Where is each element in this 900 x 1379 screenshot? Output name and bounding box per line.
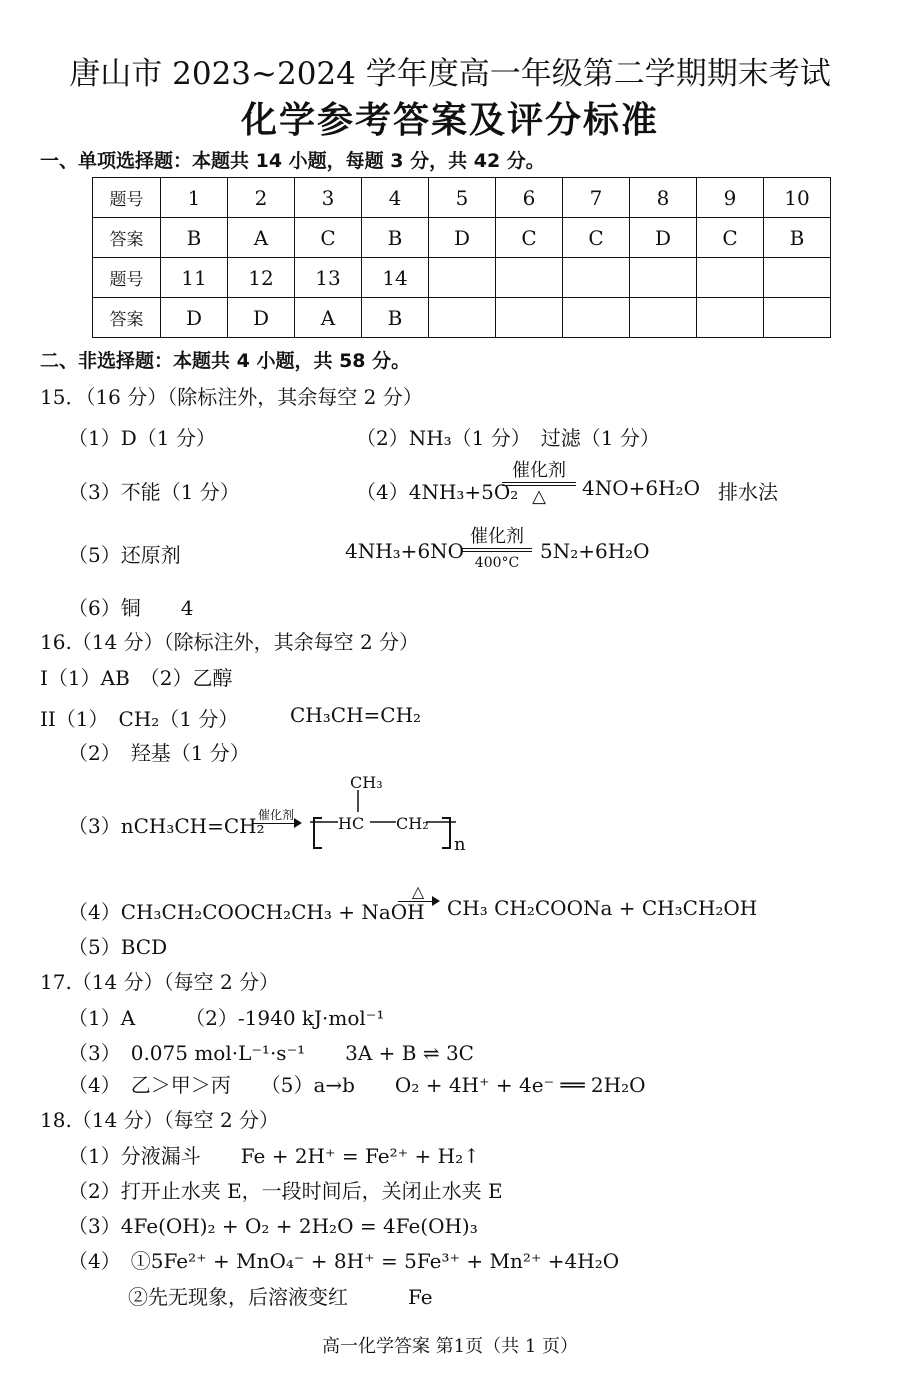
table-cell-label: 答案 bbox=[93, 218, 161, 258]
q16-part-ii-2: （2） 羟基（1 分） bbox=[68, 741, 250, 765]
table-cell-number: 3 bbox=[295, 178, 362, 218]
table-cell-answer: A bbox=[228, 218, 295, 258]
q15-answer-6: （6）铜 4 bbox=[68, 596, 194, 620]
table-row bbox=[93, 218, 831, 258]
table-cell-answer: B bbox=[161, 218, 228, 258]
condition-catalyst: 催化剂 bbox=[257, 808, 294, 822]
table-cell-answer: B bbox=[362, 218, 429, 258]
reaction-arrow bbox=[398, 882, 438, 902]
table-cell-number: 12 bbox=[228, 258, 295, 298]
polymer-ch2: CH₂ bbox=[396, 814, 429, 833]
table-cell-answer bbox=[630, 298, 697, 338]
table-cell-number: 10 bbox=[764, 178, 831, 218]
q17-answer-3: （3） 0.075 mol·L⁻¹·s⁻¹ 3A + B ⇌ 3C bbox=[68, 1041, 474, 1065]
q16-part-ii-4-right: CH₃ CH₂COONa + CH₃CH₂OH bbox=[447, 896, 758, 920]
arrow-icon bbox=[398, 901, 438, 902]
table-cell-label: 题号 bbox=[93, 178, 161, 218]
exam-title: 唐山市 2023~2024 学年度高一年级第二学期期末考试 bbox=[69, 56, 831, 92]
reaction-arrow bbox=[252, 806, 300, 824]
table-cell-answer: D bbox=[630, 218, 697, 258]
q16-part-i: I（1）AB （2）乙醇 bbox=[40, 666, 233, 690]
table-cell-answer: D bbox=[161, 298, 228, 338]
q15-answer-5-eq-right: 5N₂+6H₂O bbox=[540, 539, 650, 563]
table-cell-number bbox=[429, 258, 496, 298]
q16-heading: 16.（14 分）（除标注外，其余每空 2 分） bbox=[40, 630, 420, 654]
table-cell-number bbox=[563, 258, 630, 298]
condition-temperature: 400°C bbox=[474, 555, 520, 571]
answer-table bbox=[92, 177, 831, 338]
q16-part-ii-5: （5）BCD bbox=[68, 935, 168, 959]
q17-answer-1-2: （1）A （2）-1940 kJ·mol⁻¹ bbox=[68, 1006, 385, 1030]
q18-answer-3: （3）4Fe(OH)₂ + O₂ + 2H₂O = 4Fe(OH)₃ bbox=[68, 1214, 478, 1238]
polymer-ch3: CH₃ bbox=[350, 773, 383, 792]
table-row bbox=[93, 298, 831, 338]
q18-answer-2: （2）打开止水夹 E，一段时间后，关闭止水夹 E bbox=[68, 1179, 503, 1203]
section1-heading: 一、单项选择题：本题共 14 小题，每题 3 分，共 42 分。 bbox=[40, 150, 545, 172]
page-footer: 高一化学答案 第1页（共 1 页） bbox=[321, 1336, 579, 1357]
table-cell-label: 答案 bbox=[93, 298, 161, 338]
table-cell-answer: C bbox=[697, 218, 764, 258]
table-cell-answer bbox=[697, 298, 764, 338]
table-cell-answer: D bbox=[429, 218, 496, 258]
table-cell-number: 2 bbox=[228, 178, 295, 218]
table-cell-number: 6 bbox=[496, 178, 563, 218]
table-cell-label: 题号 bbox=[93, 258, 161, 298]
q15-answer-2: （2）NH₃（1 分） 过滤（1 分） bbox=[356, 426, 660, 450]
table-cell-number: 11 bbox=[161, 258, 228, 298]
q15-answer-5: （5）还原剂 bbox=[68, 543, 181, 567]
q15-answer-1: （1）D（1 分） bbox=[68, 426, 216, 450]
table-cell-number bbox=[630, 258, 697, 298]
q15-answer-4-extra: 排水法 bbox=[718, 480, 778, 504]
polymer-n: n bbox=[454, 834, 466, 855]
table-cell-answer bbox=[563, 298, 630, 338]
q16-part-ii-3: （3）nCH₃CH=CH₂ bbox=[68, 814, 265, 838]
table-cell-number: 13 bbox=[295, 258, 362, 298]
q15-answer-4-right: 4NO+6H₂O bbox=[582, 476, 700, 500]
table-cell-answer: C bbox=[496, 218, 563, 258]
condition-heat: △ bbox=[411, 882, 425, 901]
table-cell-number: 1 bbox=[161, 178, 228, 218]
q18-answer-4: （4） ①5Fe²⁺ + MnO₄⁻ + 8H⁺ = 5Fe³⁺ + Mn²⁺ +4H₂O bbox=[68, 1249, 620, 1273]
q15-heading: 15．（16 分）（除标注外，其余每空 2 分） bbox=[40, 385, 423, 409]
q17-heading: 17.（14 分）（每空 2 分） bbox=[40, 970, 280, 994]
table-cell-number: 7 bbox=[563, 178, 630, 218]
table-cell-answer: D bbox=[228, 298, 295, 338]
table-cell-answer: B bbox=[362, 298, 429, 338]
table-row bbox=[93, 258, 831, 298]
reaction-condition bbox=[502, 460, 576, 508]
q16-part-ii-1: II（1） CH₂（1 分） bbox=[40, 707, 239, 731]
answer-key-title: 化学参考答案及评分标准 bbox=[240, 99, 659, 141]
table-row bbox=[93, 178, 831, 218]
condition-catalyst: 催化剂 bbox=[512, 460, 566, 481]
table-cell-number: 8 bbox=[630, 178, 697, 218]
table-cell-number: 5 bbox=[429, 178, 496, 218]
table-cell-number bbox=[697, 258, 764, 298]
table-cell-answer: B bbox=[764, 218, 831, 258]
q15-answer-5-eq-left: 4NH₃+6NO bbox=[345, 539, 465, 563]
q16-part-ii-4-left: （4）CH₃CH₂COOCH₂CH₃ + NaOH bbox=[68, 900, 425, 924]
table-cell-number bbox=[764, 258, 831, 298]
polymer-structure bbox=[310, 770, 470, 860]
arrow-icon bbox=[252, 823, 300, 824]
q18-answer-1: （1）分液漏斗 Fe + 2H⁺ = Fe²⁺ + H₂↑ bbox=[68, 1144, 480, 1168]
q18-answer-4b: ②先无现象，后溶液变红 Fe bbox=[128, 1285, 433, 1309]
table-cell-answer: A bbox=[295, 298, 362, 338]
section2-heading: 二、非选择题：本题共 4 小题，共 58 分。 bbox=[40, 350, 411, 372]
table-cell-number: 9 bbox=[697, 178, 764, 218]
table-cell-answer bbox=[429, 298, 496, 338]
table-cell-number: 14 bbox=[362, 258, 429, 298]
table-cell-answer bbox=[764, 298, 831, 338]
condition-heat: △ bbox=[532, 486, 546, 507]
table-cell-number bbox=[496, 258, 563, 298]
polymer-hc: HC bbox=[338, 814, 365, 833]
q17-answer-4-5: （4） 乙＞甲＞丙 （5）a→b O₂ + 4H⁺ + 4e⁻ ══ 2H₂O bbox=[68, 1073, 646, 1097]
q15-answer-3: （3）不能（1 分） bbox=[68, 480, 240, 504]
q18-heading: 18.（14 分）（每空 2 分） bbox=[40, 1108, 280, 1132]
table-cell-answer: C bbox=[563, 218, 630, 258]
condition-catalyst: 催化剂 bbox=[470, 526, 524, 547]
polymer-bracket-icon bbox=[310, 770, 470, 860]
table-cell-answer: C bbox=[295, 218, 362, 258]
q15-answer-4-left: （4）4NH₃+5O₂ bbox=[356, 480, 519, 504]
q16-part-ii-1b: CH₃CH=CH₂ bbox=[290, 703, 422, 727]
reaction-condition bbox=[462, 526, 532, 574]
table-cell-number: 4 bbox=[362, 178, 429, 218]
table-cell-answer bbox=[496, 298, 563, 338]
